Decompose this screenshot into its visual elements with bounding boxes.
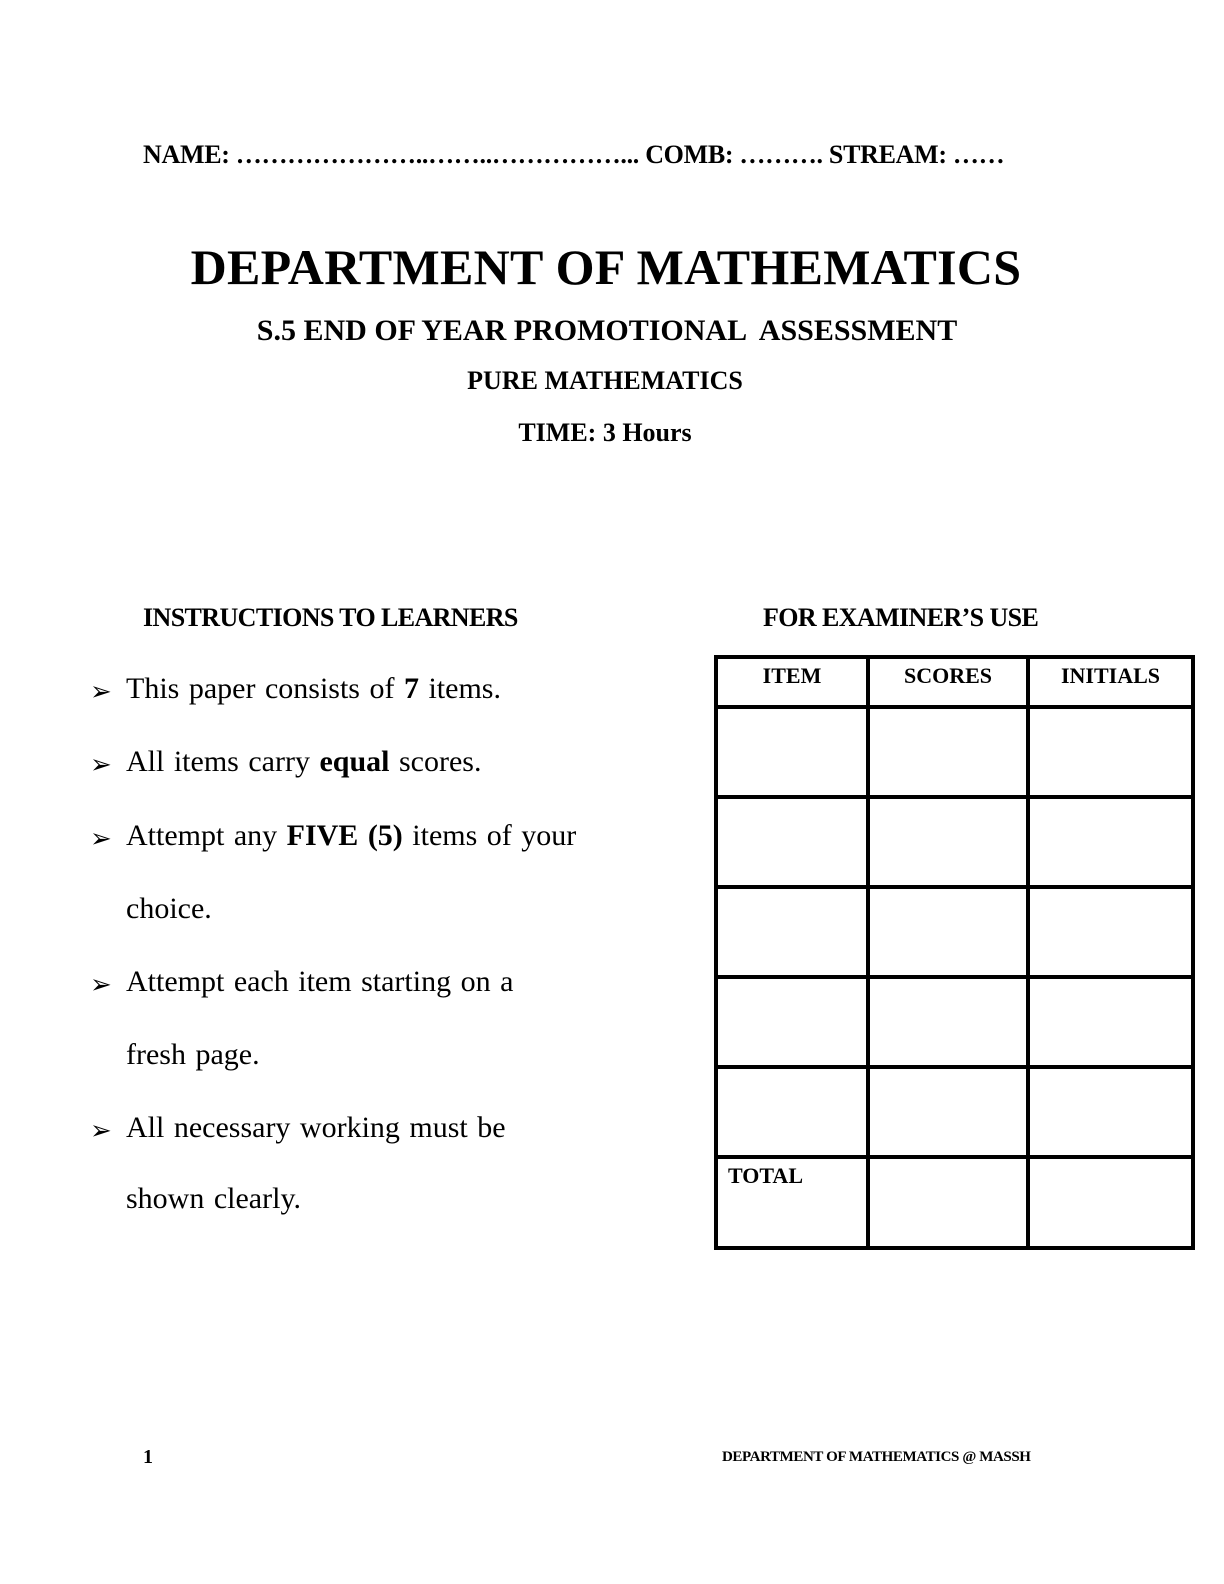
subject-title: PURE MATHEMATICS [467,366,743,395]
arrow-bullet-icon: ➢ [90,970,112,1000]
table-row [716,1067,1193,1157]
department-title: DEPARTMENT OF MATHEMATICS [190,239,1022,295]
student-details-line: NAME: …………………..……..……………... COMB: ………. STREAM: …… [143,140,1005,169]
arrow-bullet-icon: ➢ [90,824,112,854]
instruction-continuation: shown clearly. [126,1182,301,1215]
instruction-item [126,672,501,706]
instruction-text: items. [418,672,501,705]
instruction-text: items of your [402,819,577,852]
instruction-item [126,819,576,853]
instruction-text: All items carry [126,745,320,778]
item-cell[interactable] [716,887,868,977]
instruction-text: All necessary working must be [126,1111,506,1144]
instruction-emphasis: 7 [403,672,419,705]
instruction-text: Attempt any [126,819,287,852]
score-cell[interactable] [868,797,1028,887]
total-score-cell[interactable] [868,1157,1028,1248]
initials-cell[interactable] [1028,977,1193,1067]
time-allowed: TIME: 3 Hours [518,418,692,447]
page-number: 1 [143,1446,153,1468]
item-cell[interactable] [716,797,868,887]
table-header-row [716,657,1193,707]
instruction-continuation: choice. [126,892,212,925]
initials-cell[interactable] [1028,707,1193,797]
total-row [716,1157,1193,1248]
instruction-item [126,1111,506,1145]
instruction-text: This paper consists of [126,672,404,705]
table-row [716,977,1193,1067]
instruction-emphasis: FIVE (5) [286,819,403,852]
score-cell[interactable] [868,707,1028,797]
total-label: TOTAL [716,1157,868,1248]
column-header-scores: SCORES [868,657,1028,707]
initials-cell[interactable] [1028,797,1193,887]
item-cell[interactable] [716,707,868,797]
instructions-heading: INSTRUCTIONS TO LEARNERS [143,603,518,632]
instruction-continuation: fresh page. [126,1038,260,1071]
arrow-bullet-icon: ➢ [90,677,112,707]
table-row [716,887,1193,977]
examiners-use-heading: FOR EXAMINER’S USE [763,603,1039,632]
item-cell[interactable] [716,1067,868,1157]
table-row [716,797,1193,887]
instruction-text: scores. [389,745,482,778]
total-initials-cell[interactable] [1028,1157,1193,1248]
arrow-bullet-icon: ➢ [90,1116,112,1146]
score-cell[interactable] [868,887,1028,977]
assessment-subtitle: S.5 END OF YEAR PROMOTIONAL ASSESSMENT [256,314,958,347]
table-row [716,707,1193,797]
score-cell[interactable] [868,977,1028,1067]
instruction-item [126,965,513,999]
footer-text: DEPARTMENT OF MATHEMATICS @ MASSH [722,1449,1031,1465]
score-cell[interactable] [868,1067,1028,1157]
item-cell[interactable] [716,977,868,1067]
instruction-emphasis: equal [319,745,390,778]
column-header-initials: INITIALS [1028,657,1193,707]
instruction-text: Attempt each item starting on a [126,965,514,998]
arrow-bullet-icon: ➢ [90,750,112,780]
initials-cell[interactable] [1028,1067,1193,1157]
column-header-item: ITEM [716,657,868,707]
instruction-item [126,745,481,779]
examiner-score-table [714,655,1195,1250]
initials-cell[interactable] [1028,887,1193,977]
